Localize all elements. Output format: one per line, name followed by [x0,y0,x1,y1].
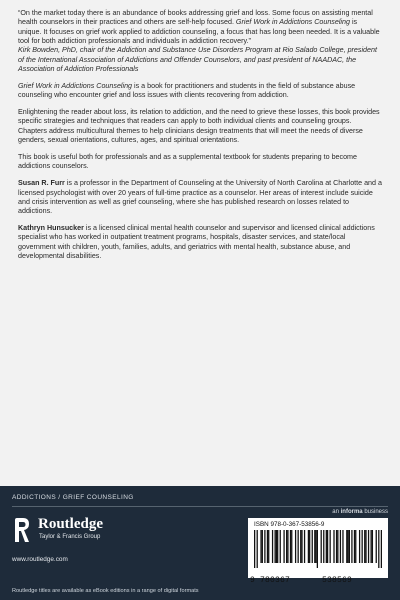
intro-title-ref: Grief Work in Addictions Counseling [18,81,133,90]
routledge-logo-icon [12,516,32,544]
quote-title-ref: Grief Work in Addictions Counseling [235,18,350,27]
endorsement-quote [18,9,382,74]
publisher-logo [12,513,142,553]
informa-tagline: an informa business [332,509,388,515]
intro-text: is a book for practitioners and students in the field of substance abuse counseling who encounter grief and loss issues with clients recovering from addiction. [18,81,356,100]
cover-footer [0,486,400,600]
quote-attribution: Kirk Bowden, PhD, chair of the Addiction and Substance Use Disorders Program at Rio Salado College, president of the International Association of Addictions and Offender Counselors, and past president of NAADAC, the Association of Addiction Professionals [18,46,377,74]
description-paragraph: Enlightening the reader about loss, its relation to addiction, and the need to grieve these losses, this book provides specific strategies and techniques that readers can apply to both individual clients and counseling groups. Chapters address multicultural themes to help clinicians design treatments that will meet the needs of diverse genders, sexual orientations, cultures, ages, and spiritual orientations. [18,108,380,145]
divider [12,506,388,507]
publisher-group: Taylor & Francis Group [39,534,101,540]
intro-paragraph [18,82,382,101]
author-bio-furr [18,179,382,216]
author-name-furr: Susan R. Furr [18,179,65,188]
author-name-hunsucker: Kathryn Hunsucker [18,224,84,233]
subject-category: ADDICTIONS / GRIEF COUNSELING [12,494,134,501]
publisher-website: www.routledge.com [12,556,68,563]
barcode-icon [254,530,382,568]
quote-text-1: “On the market today there is an abundance of books addressing grief and loss. Some focus on assisting mental health counselors in their practices and others are self-help focused. [18,9,373,27]
audience-paragraph: This book is useful both for professionals and as a supplemental textbook for students preparing to become addictions counselors. [18,152,357,171]
publisher-name: Routledge [38,516,103,532]
isbn-label: ISBN 978-0-367-53856-9 [254,521,325,528]
author-bio-hunsucker [18,224,382,261]
author-bio-text-furr: is a professor in the Department of Counseling at the University of North Carolina at Charlotte and a licensed psychologist with over 20 years of full-time practice as a counselor. Her areas of interest include suicide and crisis intervention as well as grief counseling, where she has published research on losses related to addictions. [18,179,382,216]
ebook-note: Routledge titles are available as eBook editions in a range of digital formats [12,588,199,594]
informa-brand: informa [340,509,363,515]
isbn-barcode: ISBN 978-0-367-53856-9 9 780367 538569 [248,518,388,578]
author-bio-text-hunsucker: is a licensed clinical mental health counselor and supervisor and licensed clinical addictions specialist who has worked in outpatient treatment programs, hospitals, disaster services, and state/local government with children, youth, families, adults, and geriatrics with mental health, substance abuse, and developmental disabilities. [18,224,375,261]
quote-text-2: is unique. It focuses on grief work applied to addiction counseling, a focus that has long been needed. It is a valuable tool for both addiction professionals and individuals in addiction recovery.” [18,18,380,46]
